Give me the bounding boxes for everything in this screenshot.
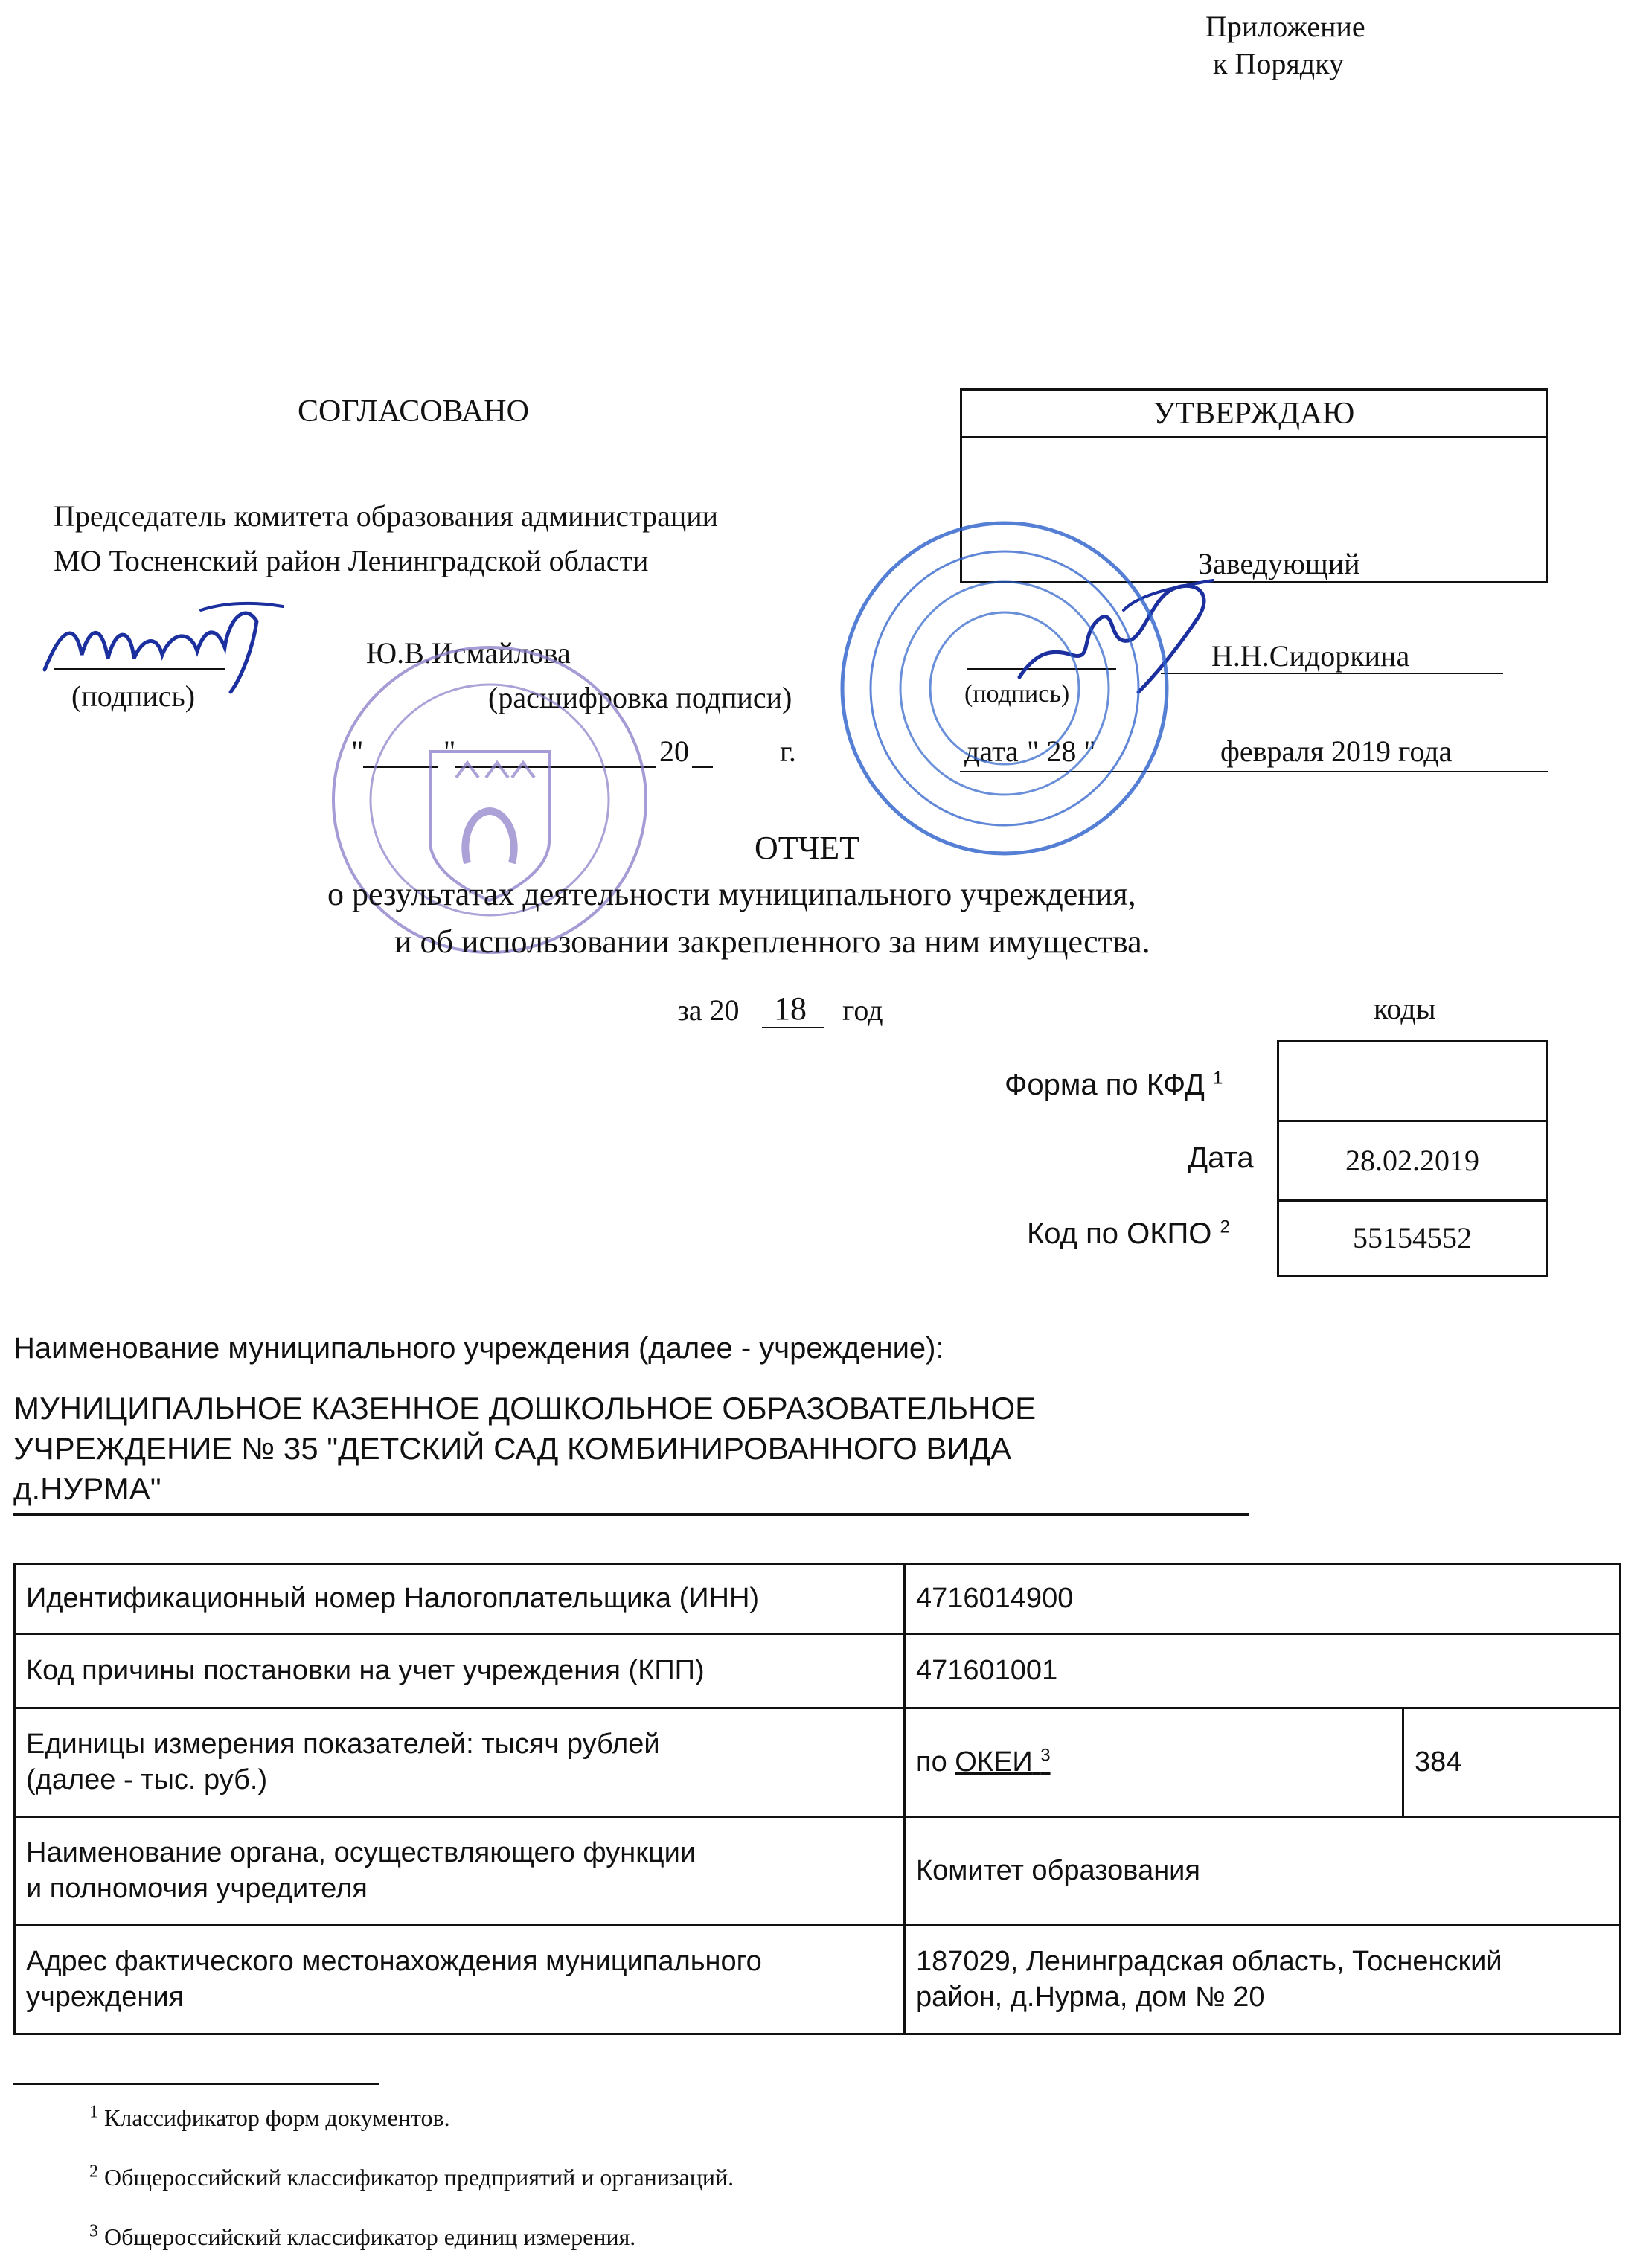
- table-row-kpp: [15, 1634, 1621, 1708]
- table-row-units: [15, 1708, 1621, 1817]
- footnote-3: $^3$ Общероссийский классификатор единиц измерения.: [89, 2221, 636, 2250]
- report-period-year-line: [762, 1027, 824, 1028]
- codes-label-kfd: Форма по КФД $^1$: [1005, 1068, 1223, 1101]
- agreed-signature-caption: (подпись): [71, 679, 196, 713]
- agreed-date-quote-open: ": [351, 734, 364, 768]
- table-row-inn: [15, 1564, 1621, 1634]
- agreed-decode-caption: (расшифровка подписи): [488, 681, 792, 714]
- agreed-name: Ю.В.Исмайлова: [366, 636, 571, 670]
- codes-value-kfd: [1277, 1040, 1548, 1122]
- founder-value: Комитет образования: [905, 1817, 1621, 1926]
- footnote-separator: [13, 2083, 379, 2085]
- footnote-2: $^2$ Общероссийский классификатор предприятий и организаций.: [89, 2162, 734, 2191]
- footnote-1: $^1$ Классификатор форм документов.: [89, 2102, 450, 2131]
- codes-heading: коды: [1374, 992, 1436, 1025]
- agreed-date-year: 20: [659, 734, 689, 768]
- kpp-value: 471601001: [905, 1634, 1621, 1708]
- address-value: 187029, Ленинградская область, Тосненский район, д.Нурма, дом № 20: [905, 1926, 1621, 2034]
- inn-value: 4716014900: [905, 1564, 1621, 1634]
- codes-label-okpo: Код по ОКПО $^2$: [1027, 1217, 1230, 1250]
- info-table: [13, 1563, 1621, 2035]
- agreed-position-line-1: Председатель комитета образования администрации: [54, 499, 719, 533]
- report-title: ОТЧЕТ: [755, 830, 860, 866]
- approve-name: Н.Н.Сидоркина: [1211, 639, 1410, 673]
- approve-heading: УТВЕРЖДАЮ: [962, 391, 1546, 438]
- codes-value-date: 28.02.2019: [1277, 1120, 1548, 1202]
- units-label: Единицы измерения показателей: тысяч рублей (далее - тыс. руб.): [15, 1708, 905, 1817]
- approve-date-label: дата: [964, 734, 1019, 768]
- codes-label-date: Дата: [1188, 1141, 1254, 1174]
- units-code: 384: [1403, 1708, 1621, 1817]
- agreed-date-year-line: [692, 766, 713, 768]
- report-period-suffix: год: [842, 993, 883, 1027]
- table-row-address: [15, 1926, 1621, 2034]
- agreed-date-suffix: г.: [780, 734, 796, 768]
- agreed-date-quote-close: ": [443, 734, 456, 768]
- agreed-position-line-2: МО Тосненский район Ленинградской области: [54, 544, 649, 577]
- institution-name-line-3: д.НУРМА": [13, 1471, 161, 1506]
- approve-date-day: " 28 ": [1027, 734, 1096, 768]
- approve-signature-caption: (подпись): [964, 680, 1070, 708]
- agreed-signature-line: [54, 668, 225, 670]
- approve-position: Заведующий: [1198, 547, 1360, 580]
- report-period-prefix: за 20: [677, 993, 740, 1027]
- founder-label: Наименование органа, осуществляющего функции и полномочия учредителя: [15, 1817, 905, 1926]
- report-subtitle-1: о результатах деятельности муниципального учреждения,: [327, 876, 1136, 912]
- institution-name-line-2: УЧРЕЖДЕНИЕ № 35 "ДЕТСКИЙ САД КОМБИНИРОВАННОГО ВИДА: [13, 1431, 1012, 1466]
- inn-label: Идентификационный номер Налогоплательщика (ИНН): [15, 1564, 905, 1634]
- institution-name-line: [13, 1513, 1249, 1516]
- report-subtitle-2: и об использовании закрепленного за ним имущества.: [394, 923, 1150, 960]
- institution-stamp: [833, 513, 1176, 863]
- kpp-label: Код причины постановки на учет учреждения (КПП): [15, 1634, 905, 1708]
- institution-label: Наименование муниципального учреждения (далее - учреждение):: [13, 1332, 944, 1365]
- approve-date-rest: февраля 2019 года: [1220, 734, 1453, 768]
- appendix-line-1: Приложение: [1205, 10, 1365, 43]
- appendix-line-2: к Порядку: [1213, 47, 1344, 80]
- report-period-year: 18: [774, 990, 807, 1027]
- address-label: Адрес фактического местонахождения муниципального учреждения: [15, 1926, 905, 2034]
- table-row-founder: [15, 1817, 1621, 1926]
- institution-name-line-1: МУНИЦИПАЛЬНОЕ КАЗЕННОЕ ДОШКОЛЬНОЕ ОБРАЗОВАТЕЛЬНОЕ: [13, 1391, 1037, 1426]
- agreed-heading: СОГЛАСОВАНО: [298, 394, 529, 429]
- codes-value-okpo: 55154552: [1277, 1199, 1548, 1277]
- units-okei-cell: по ОКЕИ $^3$: [905, 1708, 1403, 1817]
